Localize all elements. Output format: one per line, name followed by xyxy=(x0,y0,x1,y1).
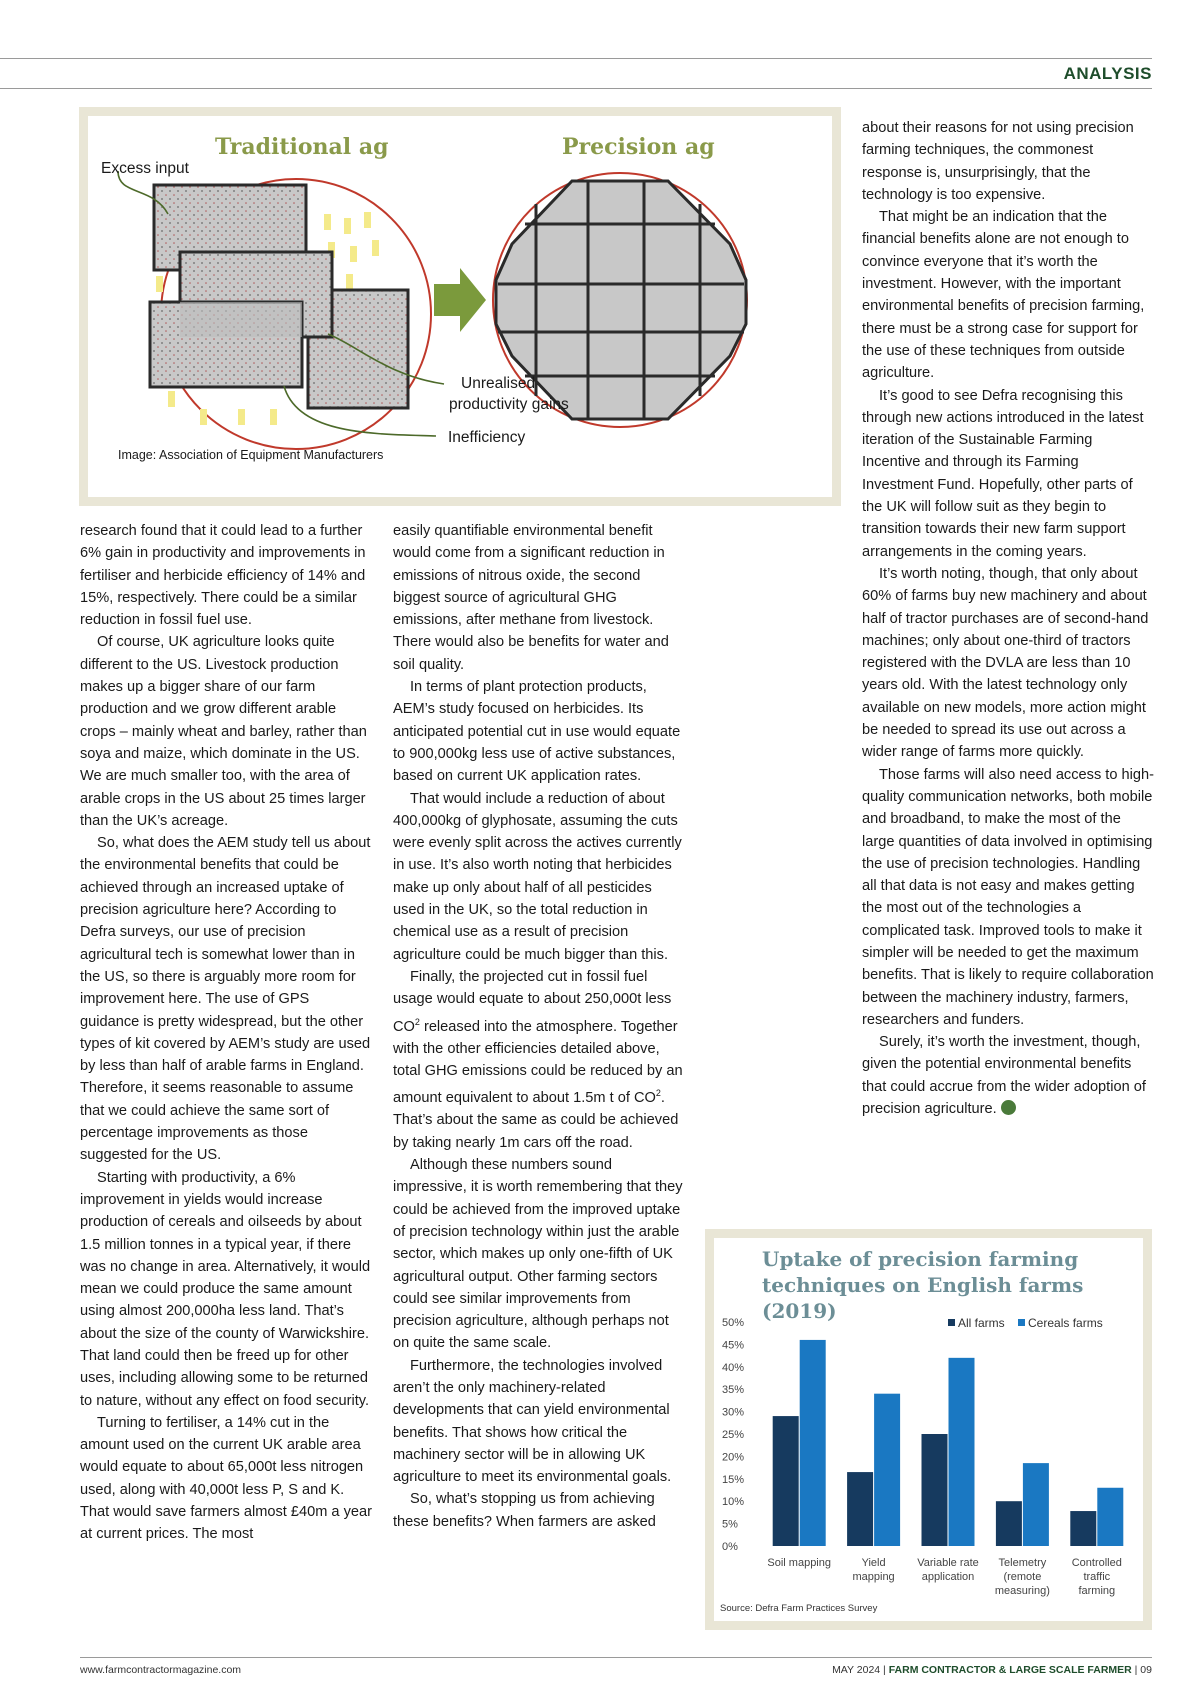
unrealised-label-2: productivity gains xyxy=(449,396,569,413)
paragraph: Finally, the projected cut in fossil fuel usage would equate to about 250,000t less $CO^2$ released into the atmosphere. Together with the other efficiencies detailed above, total GHG emissions could be reduced by an amount equivalent to about 1.5m t of $CO^2$. That’s about the same as could be achieved by taking nearly 1m cars off the road. xyxy=(393,968,683,1151)
y-tick-label: 15% xyxy=(722,1473,745,1486)
x-category-label: (remote xyxy=(1003,1571,1042,1583)
paragraph: It’s worth noting, though, that only about 60% of farms buy new machinery and about half of tractor purchases are of second-hand machines; only about one-third of tractors registered with the DVLA are less than 10 years old. With the latest technology only available on new models, more action might be needed to spread its use out across a wider range of farms more quickly. xyxy=(862,565,1149,761)
uptake-chart xyxy=(705,1229,1152,1630)
paragraph: Starting with productivity, a 6% improvement in yields would increase production of cereals and oilseeds by about 1.5 million tonnes in a typical year, if there was no change in area. Alternatively, it would mean we could produce the same amount using almost 200,000ha less land. That’s about the size of the county of Warwickshire. That land could then be freed up for other uses, including allowing some to be returned to nature, without any effect on food security. xyxy=(80,1169,371,1409)
x-category-label: traffic xyxy=(1083,1571,1111,1583)
bar-cereals-farms xyxy=(800,1340,826,1546)
y-tick-label: 25% xyxy=(722,1429,745,1441)
article-column-1 xyxy=(80,520,372,1546)
precision-ag-diagram xyxy=(79,107,841,506)
paragraph: Furthermore, the technologies involved aren’t the only machinery-related developments that can yield environmental benefits. That shows how critical the machinery sector will be in allowing UK agriculture to meet its environmental goals. xyxy=(393,1357,672,1486)
legend-item-all-farms: All farms xyxy=(948,1316,1005,1330)
footer-publication: FARM CONTRACTOR & LARGE SCALE FARMER xyxy=(888,1664,1132,1676)
paragraph: It’s good to see Defra recognising this through new actions introduced in the latest iteration of the Sustainable Farming Incentive and through its Farming Investment Fund. Hopefully, other parts of the UK will follow suit as they begin to transition towards their new farm support arrangements in the coming years. xyxy=(862,387,1144,560)
excess-input-label: Excess input xyxy=(101,160,189,177)
image-credit: Image: Association of Equipment Manufacturers xyxy=(118,448,384,462)
paragraph: about their reasons for not using precision farming techniques, the commonest response is, unsurprisingly, that the technology is too expensive. xyxy=(862,120,1134,203)
bar-cereals-farms xyxy=(949,1358,975,1546)
paragraph: Of course, UK agriculture looks quite different to the US. Livestock production makes up a bigger share of our farm production and we grow different arable crops – mainly wheat and barley, rather than soya and maize, which dominate in the US. We are much smaller too, with the area of arable crops in the US about 25 times larger than the UK’s acreage. xyxy=(80,634,367,829)
footer-issue: MAY 2024 | FARM CONTRACTOR & LARGE SCALE FARMER | 09 xyxy=(832,1664,1152,1676)
chart-canvas xyxy=(714,1238,1143,1621)
bar-all-farms xyxy=(773,1416,799,1546)
article-column-2 xyxy=(393,520,685,1533)
paragraph: Surely, it’s worth the investment, though, given the potential environmental benefits that could accrue from the wider adoption of precision agriculture. xyxy=(862,1034,1146,1118)
bar-all-farms xyxy=(922,1434,948,1546)
bar-cereals-farms xyxy=(1097,1488,1123,1546)
paragraph: So, what does the AEM study tell us about the environmental benefits that could be achieved through an increased uptake of precision agriculture here? According to Defra surveys, our use of precision agricultural tech is somewhat lower than in the US, so there is arguably more room for improvement here. The use of GPS guidance is pretty widespread, but the other types of kit covered by AEM’s study are used by less than half of arable farms in England. Therefore, it seems reasonable to assume that we could achieve the same sort of percentage improvements as those suggested for the US. xyxy=(80,835,371,1164)
y-tick-label: 40% xyxy=(722,1361,745,1374)
bar-all-farms xyxy=(1070,1511,1096,1546)
y-tick-label: 20% xyxy=(722,1451,745,1464)
section-label: ANALYSIS xyxy=(1063,64,1152,83)
unrealised-label-1: Unrealised xyxy=(461,375,536,392)
bar-cereals-farms xyxy=(1023,1463,1049,1546)
chart-plot xyxy=(714,1238,1143,1621)
legend-item-cereals-farms: Cereals farms xyxy=(1018,1316,1103,1330)
paragraph: Those farms will also need access to high-quality communication networks, both mobile and broadband, to make the most of the large quantities of data involved in optimising the use of precision technologies. Handling all that data is not easy and makes getting the most out of the technologies a complicated task. Improved tools to make it simpler will be needed to get the maximum benefits. That is likely to require collaboration between the machinery industry, farmers, researchers and funders. xyxy=(862,766,1154,1028)
diagram-canvas xyxy=(88,116,832,497)
paragraph: In terms of plant protection products, AEM’s study focused on herbicides. Its anticipated potential cut in use would equate to 900,000kg less use of active substances, based on current UK application rates. xyxy=(393,679,681,785)
x-category-label: Soil mapping xyxy=(767,1557,831,1569)
x-category-label: Yield xyxy=(861,1557,886,1569)
x-category-label: mapping xyxy=(852,1571,895,1583)
y-tick-label: 10% xyxy=(722,1496,745,1509)
chart-title: Uptake of precision farming techniques on English farms (2019) xyxy=(762,1247,1084,1323)
footer-rule xyxy=(80,1657,1152,1658)
bar-all-farms xyxy=(996,1501,1022,1546)
x-category-label: farming xyxy=(1078,1585,1116,1597)
y-tick-label: 5% xyxy=(722,1518,738,1531)
paragraph: That might be an indication that the financial benefits alone are not enough to convince everyone that it’s worth the investment. However, with the important environmental benefits of precision farming, there must be a strong case for support for the use of these techniques from outside agriculture. xyxy=(862,209,1145,382)
paragraph: So, what’s stopping us from achieving these benefits? When farmers are asked xyxy=(393,1491,656,1530)
traditional-ag-title: Traditional ag xyxy=(215,134,389,160)
inefficiency-label: Inefficiency xyxy=(448,429,526,446)
x-category-label: Variable rate xyxy=(917,1557,979,1569)
precision-ag-title: Precision ag xyxy=(562,134,715,160)
article-end-icon xyxy=(1001,1100,1016,1115)
footer-website: www.farmcontractormagazine.com xyxy=(80,1664,242,1676)
x-category-label: application xyxy=(921,1571,975,1583)
header-rule xyxy=(0,58,1152,59)
paragraph: Turning to fertiliser, a 14% cut in the amount used on the current UK arable area would equate to about 65,000t less nitrogen used, along with 40,000t less P, S and K. That would save farmers almost £40m a year at current prices. The most xyxy=(80,1414,372,1543)
y-tick-label: 0% xyxy=(722,1541,738,1553)
paragraph: easily quantifiable environmental benefit would come from a significant reduction in emissions of nitrous oxide, the second biggest source of agricultural GHG emissions, after methane from livestock. There would also be benefits for water and soil quality. xyxy=(393,523,669,673)
bar-all-farms xyxy=(847,1472,873,1546)
x-category-label: Telemetry xyxy=(998,1557,1047,1569)
x-category-label: Controlled xyxy=(1071,1557,1122,1569)
bar-cereals-farms xyxy=(874,1394,900,1546)
transition-arrow xyxy=(434,268,486,332)
y-tick-label: 45% xyxy=(722,1339,745,1352)
paragraph: That would include a reduction of about 400,000kg of glyphosate, assuming the cuts were evenly split across the actives currently in use. It’s also worth noting that herbicides make up only about half of all pesticides used in the UK, so the total reduction in chemical use as a result of precision agriculture could be much bigger than this. xyxy=(393,790,682,963)
y-tick-label: 30% xyxy=(722,1406,745,1419)
paragraph: Although these numbers sound impressive, it is worth remembering that they could be achieved from the improved uptake of precision technology within just the arable sector, which makes up only one-fifth of UK agricultural output. Other farming sectors could see similar improvements from precision agriculture, although perhaps not on quite the same scale. xyxy=(393,1157,683,1352)
x-category-label: measuring) xyxy=(994,1585,1050,1597)
y-tick-label: 50% xyxy=(722,1317,745,1329)
article-column-3 xyxy=(862,117,1154,1120)
paragraph: research found that it could lead to a further 6% gain in productivity and improvements in fertiliser and herbicide efficiency of 14% and 15%, respectively. There could be a similar reduction in fossil fuel use. xyxy=(80,523,366,629)
chart-source: Source: Defra Farm Practices Survey xyxy=(720,1603,878,1614)
section-rule xyxy=(0,88,1152,89)
y-tick-label: 35% xyxy=(722,1384,745,1397)
